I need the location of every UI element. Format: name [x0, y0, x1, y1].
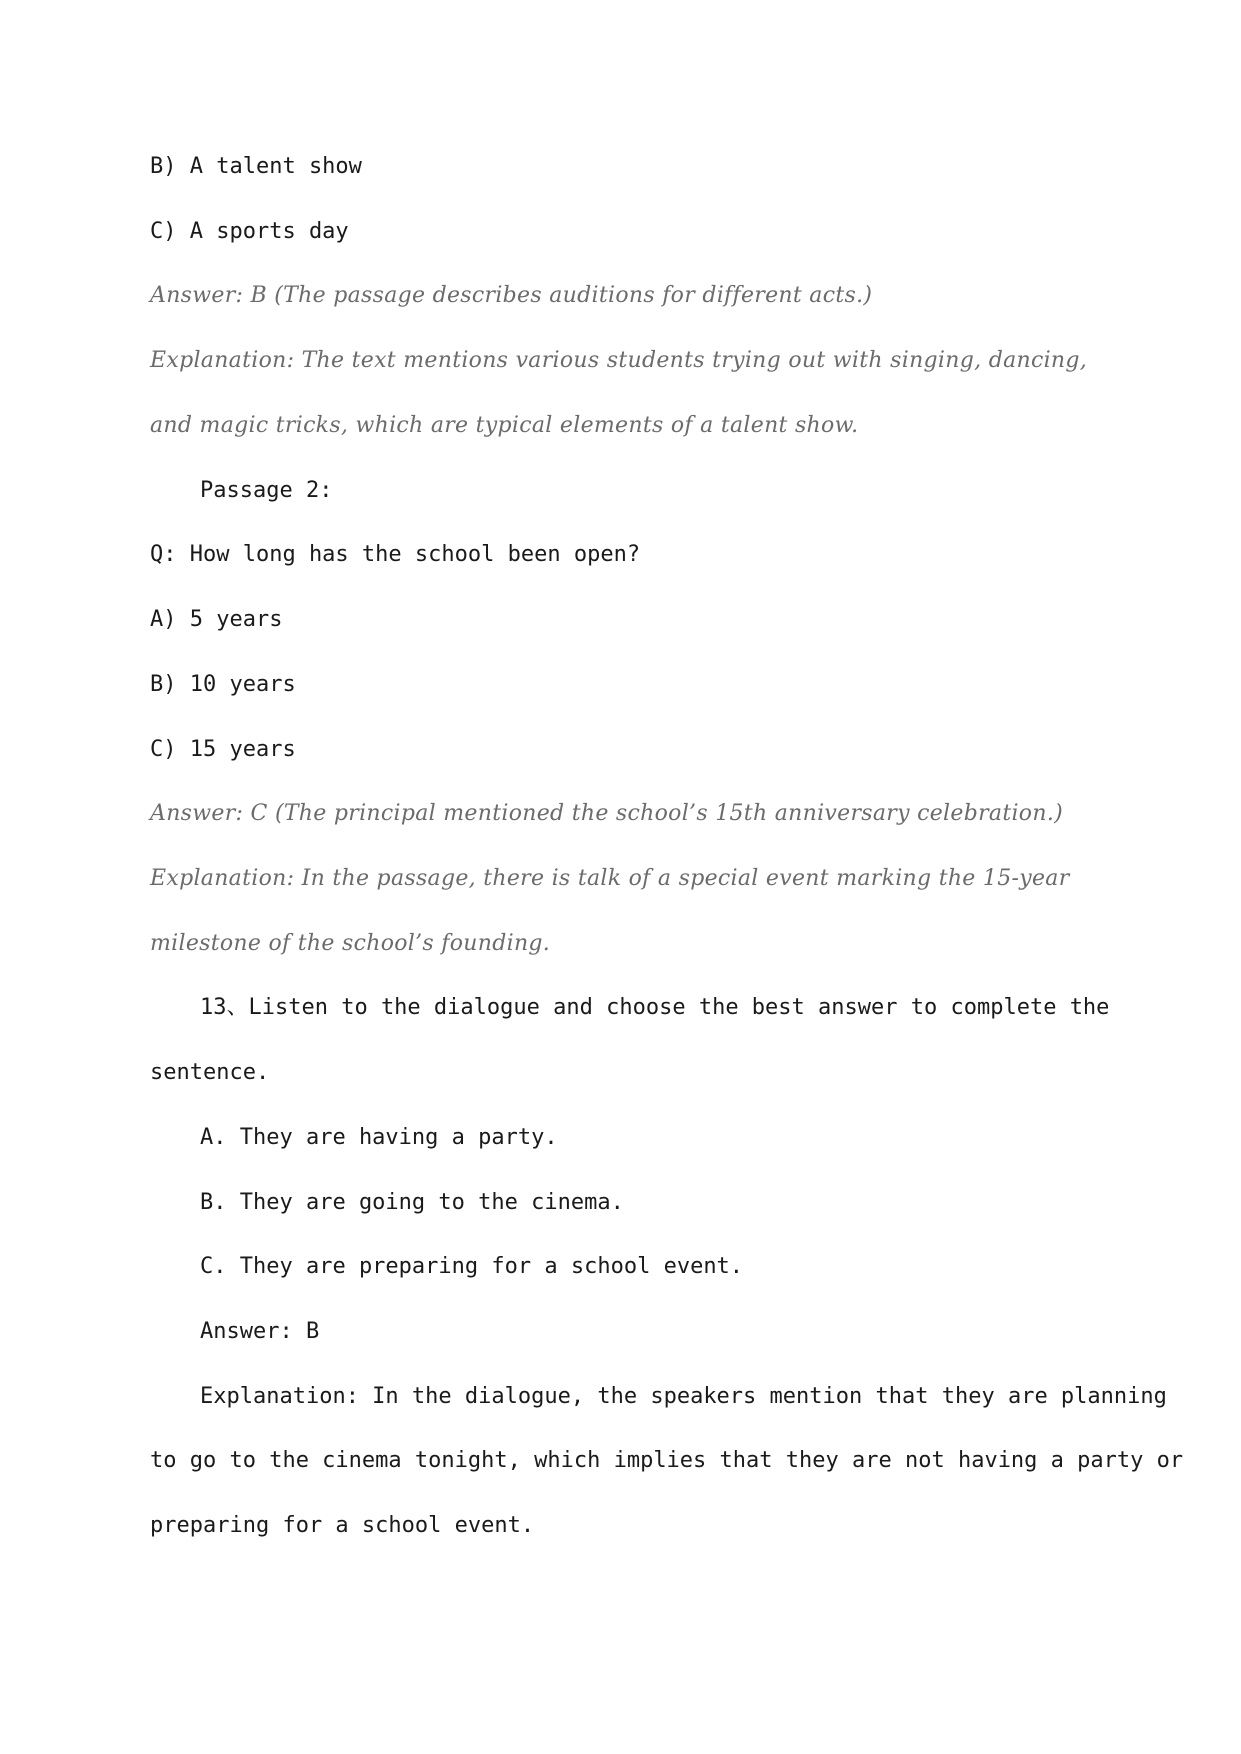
- option-c-line: C) 15 years: [150, 737, 296, 762]
- explanation-line: milestone of the school’s founding.: [150, 931, 551, 956]
- explanation-line: to go to the cinema tonight, which implies that they are not having a party or: [150, 1448, 1184, 1473]
- option-a-line: A) 5 years: [150, 607, 283, 632]
- answer-line: Answer: B (The passage describes auditions for different acts.): [150, 283, 873, 308]
- passage-heading: Passage 2:: [200, 478, 333, 503]
- option-c-line: C. They are preparing for a school event.: [200, 1254, 744, 1279]
- option-b-line: B. They are going to the cinema.: [200, 1190, 624, 1215]
- explanation-line: Explanation: The text mentions various students trying out with singing, dancing,: [150, 348, 1088, 373]
- answer-line: Answer: B: [200, 1319, 320, 1344]
- option-b-line: B) A talent show: [150, 154, 362, 179]
- explanation-line: Explanation: In the passage, there is talk of a special event marking the 15-year: [150, 866, 1070, 891]
- question-13-line: 13、Listen to the dialogue and choose the best answer to complete the: [200, 995, 1110, 1020]
- question-13-line: sentence.: [150, 1060, 270, 1085]
- explanation-line: and magic tricks, which are typical elements of a talent show.: [150, 413, 859, 438]
- explanation-line: Explanation: In the dialogue, the speakers mention that they are planning: [200, 1384, 1167, 1409]
- option-b-line: B) 10 years: [150, 672, 296, 697]
- option-c-line: C) A sports day: [150, 219, 349, 244]
- question-line: Q: How long has the school been open?: [150, 542, 641, 567]
- answer-line: Answer: C (The principal mentioned the school’s 15th anniversary celebration.): [150, 801, 1063, 826]
- option-a-line: A. They are having a party.: [200, 1125, 558, 1150]
- explanation-line: preparing for a school event.: [150, 1513, 535, 1538]
